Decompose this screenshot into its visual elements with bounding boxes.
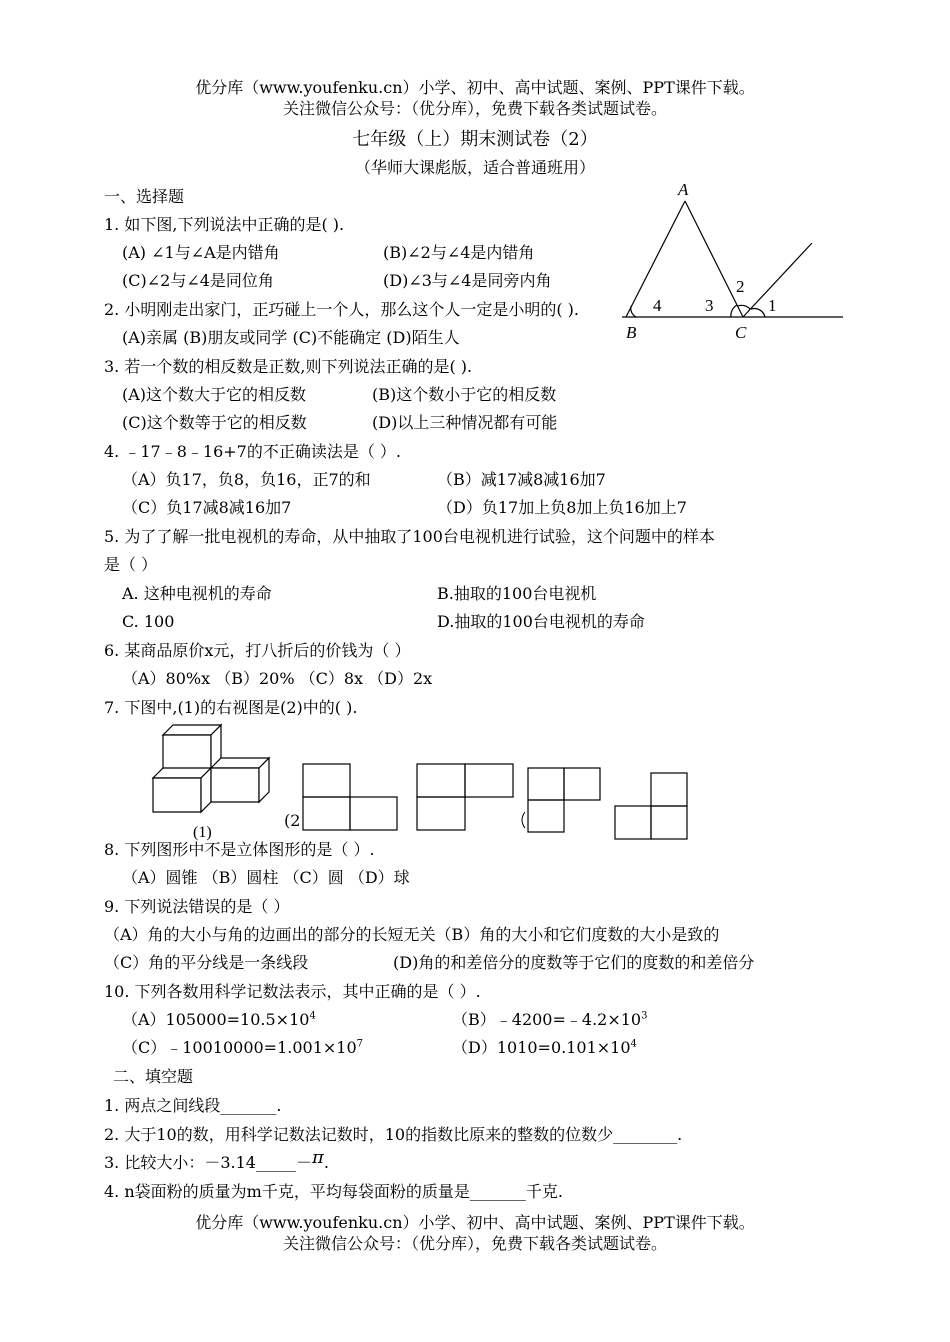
view-b-cell-2 — [465, 764, 513, 797]
fill-1: 1. 两点之间线段_______. — [104, 1096, 282, 1115]
q1-option-d: (D)∠3与∠4是同旁内角 — [383, 271, 552, 290]
q10-option-c: $(C)﹣10010000=1.001\times 10^7$ — [122, 1038, 364, 1057]
footer-line-2: 关注微信公众号：（优分库），免费下载各类试题试卷。 — [282, 1234, 667, 1253]
q9-stem: 9. 下列说法错误的是（ ） — [104, 897, 290, 916]
view-a-cell-3 — [350, 797, 397, 830]
header-line-1: 优分库（www.youfenku.cn）小学、初中、高中试题、案例、PPT课件下载。 — [195, 78, 755, 97]
q4-stem: 4. ﹣17﹣8﹣16+7的不正确读法是（ ）. — [104, 442, 402, 461]
fill-3: 3. 比较大小：－3.14_____－π. — [104, 1147, 329, 1172]
q2-options: (A)亲属 (B)朋友或同学 (C)不能确定 (D)陌生人 — [122, 328, 460, 347]
q5-option-d: D.抽取的100台电视机的寿命 — [437, 612, 645, 631]
q5-option-b: B.抽取的100台电视机 — [437, 584, 597, 603]
q9-option-d: (D)角的和差倍分的度数等于它们的度数的和差倍分 — [393, 953, 755, 972]
section-fill-heading: 二、填空题 — [113, 1067, 194, 1086]
q10-option-b: $(B)﹣4200=﹣4.2\times 10^3$ — [452, 1010, 648, 1029]
q3-option-b: (B)这个数小于它的相反数 — [372, 385, 557, 404]
cube-top-front — [163, 735, 211, 773]
q1-stem: 1. 如下图,下列说法中正确的是( ). — [104, 215, 345, 234]
q7-stem: 7. 下图中,(1)的右视图是(2)中的( ). — [104, 698, 358, 717]
q5-option-c: C. 100 — [122, 612, 175, 631]
q10-option-a: $(A)105000=10.5\times 10^4$ — [122, 1010, 316, 1029]
label-4: 4 — [653, 296, 662, 315]
footer-line-1: 优分库（www.youfenku.cn）小学、初中、高中试题、案例、PPT课件下载。 — [195, 1213, 755, 1232]
label-a: A — [678, 180, 689, 199]
q6-options: （A）80%x （B）20% （C）8x （D）2x — [122, 669, 433, 688]
q4-option-a: （A）负17，负8，负16，正7的和 — [122, 470, 371, 489]
q3-stem: 3. 若一个数的相反数是正数,则下列说法正确的是( ). — [104, 357, 473, 376]
q3-option-c: (C)这个数等于它的相反数 — [122, 413, 307, 432]
pi-symbol: π — [311, 1147, 324, 1168]
view-d-cell-2 — [615, 806, 651, 839]
view-c-cell-3 — [528, 800, 564, 832]
cube-right-front — [211, 768, 259, 802]
view-c-cell-2 — [564, 768, 600, 800]
label-3: 3 — [705, 296, 714, 315]
partial-paren — [522, 812, 525, 828]
view-d-cell-1 — [651, 773, 687, 806]
q10-option-d: $(D)1010=0.101\times 10^4$ — [452, 1038, 637, 1057]
label-2: 2 — [736, 277, 745, 296]
cube-left-front — [153, 778, 201, 812]
view-a-cell-2 — [303, 797, 350, 830]
q10-stem: 10. 下列各数用科学记数法表示，其中正确的是（ ）. — [104, 982, 481, 1001]
q4-option-c: （C）负17减8减16加7 — [122, 498, 292, 517]
q8-stem: 8. 下列图形中不是立体图形的是（ ）. — [104, 840, 375, 859]
q5-stem: 5. 为了了解一批电视机的寿命，从中抽取了100台电视机进行试验，这个问题中的样本 — [104, 527, 715, 546]
q7-label-1: (1) — [193, 824, 212, 841]
label-c: C — [735, 323, 747, 342]
q1-option-c: (C)∠2与∠4是同位角 — [122, 271, 274, 290]
fill-2: 2. 大于10的数，用科学记数法记数时，10的指数比原来的整数的位数少________. — [104, 1125, 683, 1144]
q3-option-a: (A)这个数大于它的相反数 — [122, 385, 307, 404]
q9-option-c: （C）角的平分线是一条线段 — [104, 953, 309, 972]
q1-option-a: (A) ∠1与∠A是内错角 — [122, 243, 280, 262]
q8-options: （A）圆锥 （B）圆柱 （C）圆 （D）球 — [122, 868, 410, 887]
q4-option-b: （B）减17减8减16加7 — [437, 470, 606, 489]
header-line-2: 关注微信公众号：（优分库），免费下载各类试题试卷。 — [282, 99, 667, 118]
view-a-cell-1 — [303, 764, 350, 797]
q4-option-d: （D）负17加上负8加上负16加上7 — [437, 498, 687, 517]
view-d-cell-3 — [651, 806, 687, 839]
q3-option-d: (D)以上三种情况都有可能 — [372, 413, 558, 432]
q9-options-ab: （A）角的大小与角的边画出的部分的长短无关（B）角的大小和它们度数的大小是致的 — [104, 925, 720, 944]
q5-option-a: A. 这种电视机的寿命 — [122, 584, 272, 603]
fill-4: 4. n袋面粉的质量为m千克，平均每袋面粉的质量是_______千克. — [104, 1182, 563, 1201]
q2-stem: 2. 小明刚走出家门，正巧碰上一个人，那么这个人一定是小明的( ). — [104, 300, 580, 319]
page-title: 七年级（上）期末测试卷（2） — [352, 129, 598, 150]
q1-option-b: (B)∠2与∠4是内错角 — [383, 243, 535, 262]
label-b: B — [626, 323, 637, 342]
view-c-cell-1 — [528, 768, 564, 800]
q6-stem: 6. 某商品原价x元，打八折后的价钱为（ ） — [104, 641, 411, 660]
view-b-cell-1 — [417, 764, 465, 797]
label-1: 1 — [768, 296, 777, 315]
q5-stem-cont: 是（ ） — [104, 555, 158, 574]
page-subtitle: （华师大课彪版，适合普通班用） — [354, 158, 595, 177]
view-b-cell-3 — [417, 797, 465, 830]
section-choice-heading: 一、选择题 — [104, 187, 185, 206]
q7-label-2: (2 — [284, 811, 301, 830]
